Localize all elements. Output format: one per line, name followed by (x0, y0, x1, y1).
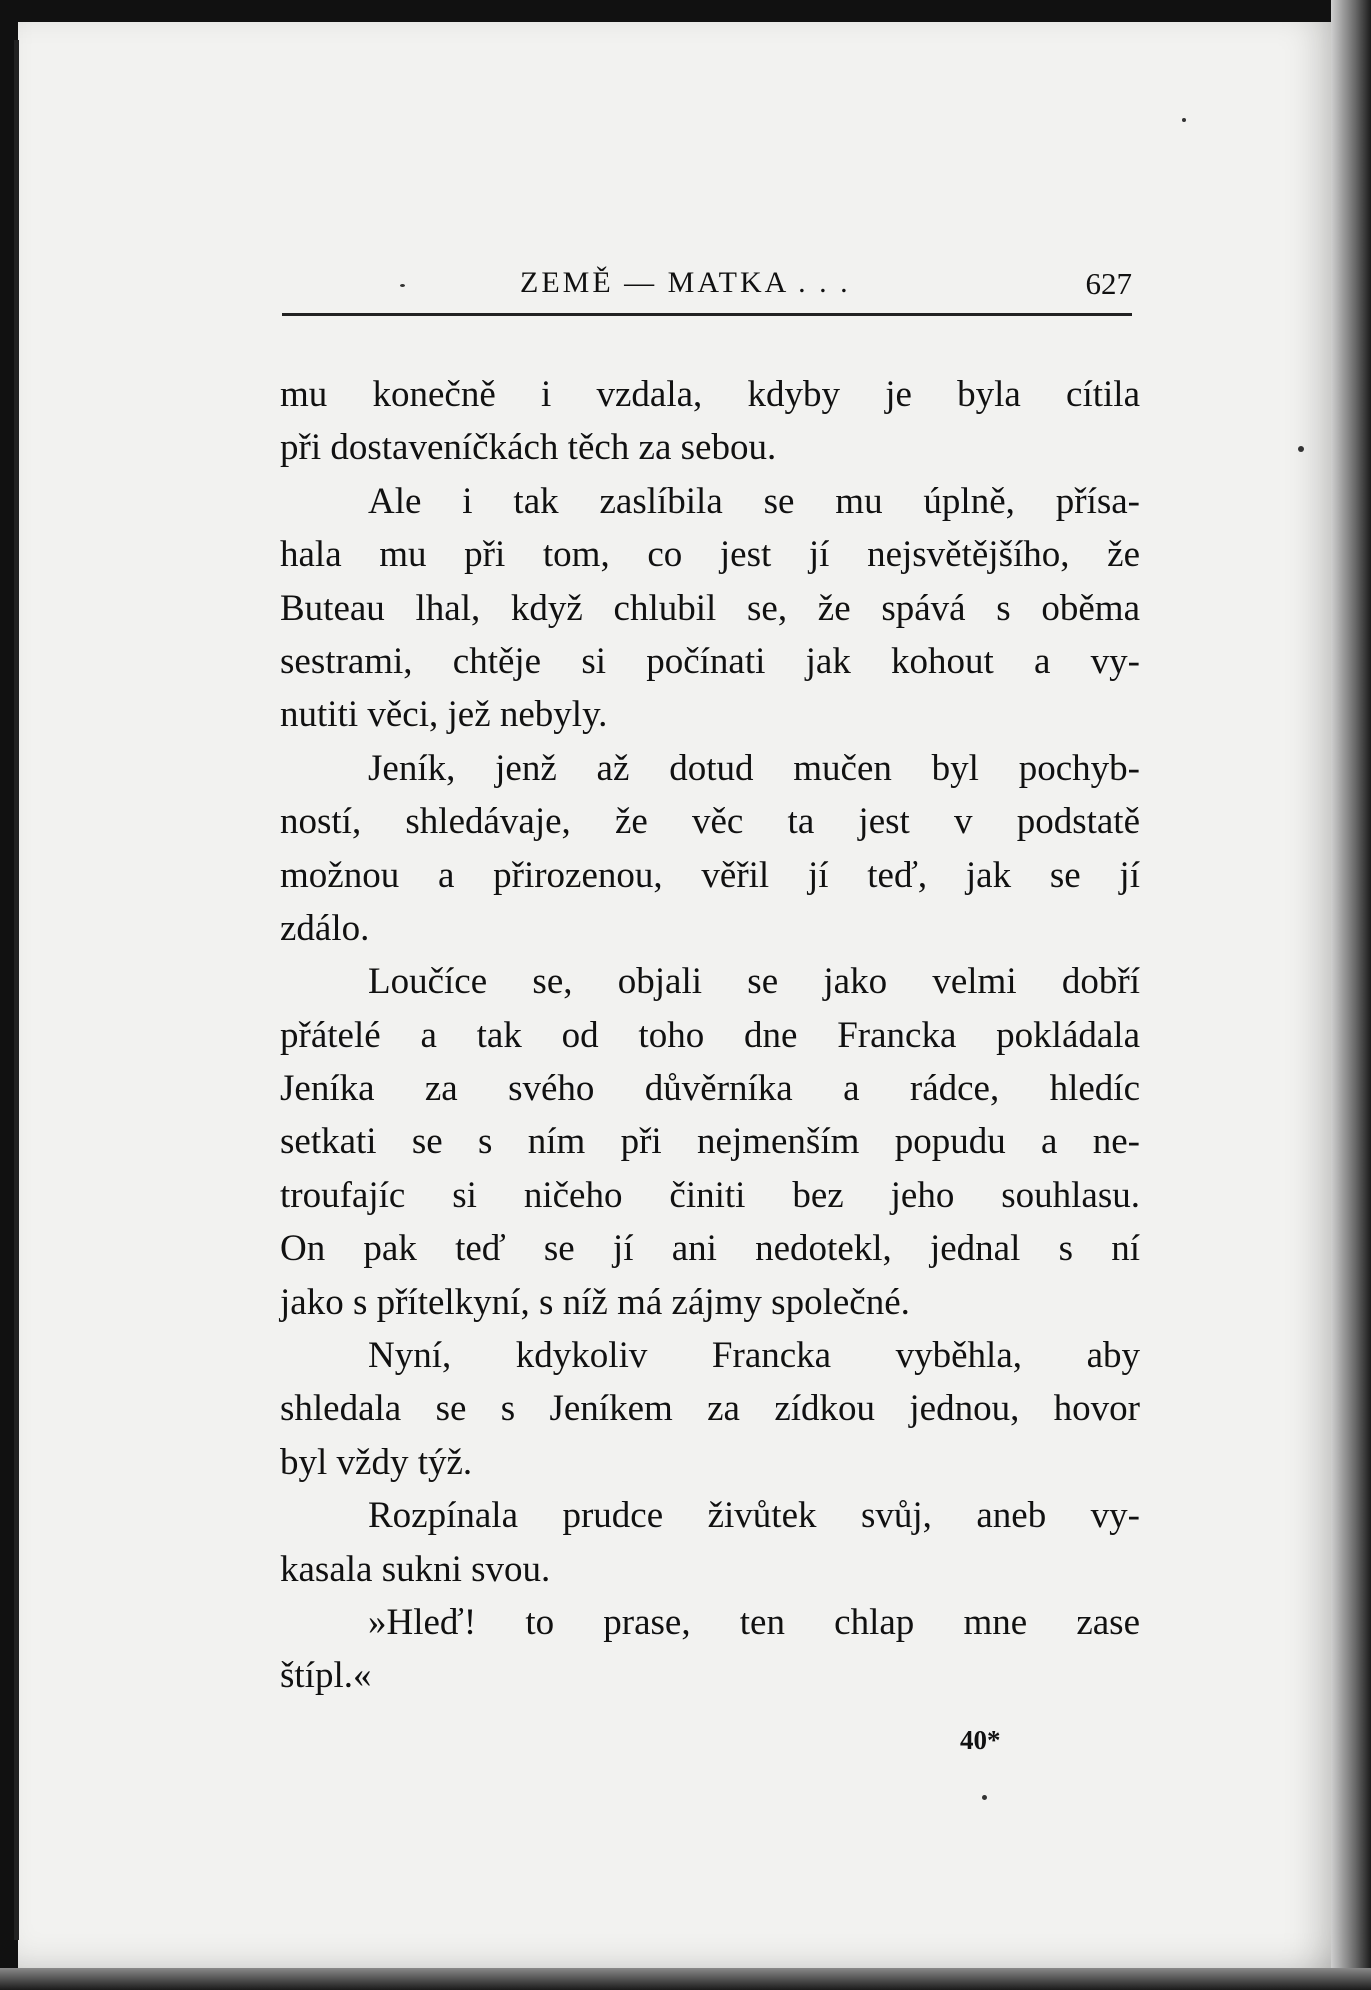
text-line: byl vždy týž. (280, 1441, 473, 1483)
text-line: jako s přítelkyní, s níž má zájmy společné. (280, 1281, 910, 1323)
paper-speck (400, 284, 405, 287)
text-line: »Hleď! to prase, ten chlap mne zase (368, 1601, 1140, 1643)
text-line: Loučíce se, objali se jako velmi dobří (368, 961, 1140, 1003)
binding-edge (14, 40, 19, 1940)
body-text (280, 368, 1140, 1703)
text-line: mu konečně i vzdala, kdyby je byla cítila (280, 374, 1140, 415)
page-edge-bottom (0, 1968, 1371, 1990)
text-line: hala mu při tom, co jest jí nejsvětějšího, že (280, 534, 1140, 576)
header-rule (282, 313, 1132, 316)
text-line: Buteau lhal, když chlubil se, že spává s oběma (280, 587, 1140, 629)
paper-speck (982, 1795, 987, 1800)
text-line: Nyní, kdykoliv Francka vyběhla, aby (368, 1335, 1140, 1377)
text-line: troufajíc si ničeho činiti bez jeho souhlasu. (280, 1174, 1140, 1216)
text-line: Jeníka za svého důvěrníka a rádce, hledíc (280, 1068, 1140, 1110)
text-line: sestrami, chtěje si počínati jak kohout a vy- (280, 640, 1140, 682)
text-line: Rozpínala prudce živůtek svůj, aneb vy- (368, 1495, 1140, 1537)
text-line: přátelé a tak od toho dne Francka pokládala (280, 1014, 1140, 1056)
text-line: štípl.« (280, 1655, 372, 1697)
text-line: On pak teď se jí ani nedotekl, jednal s ní (280, 1228, 1140, 1270)
text-line: možnou a přirozenou, věřil jí teď, jak se jí (280, 854, 1140, 896)
text-line: Ale i tak zaslíbila se mu úplně, přísa- (368, 480, 1140, 522)
page-header (280, 262, 1132, 310)
running-title: ZEMĚ — MATKA . . . (520, 266, 851, 299)
text-line: shledala se s Jeníkem za zídkou jednou, hovor (280, 1388, 1140, 1430)
page-number: 627 (1085, 266, 1132, 301)
text-line: kasala sukni svou. (280, 1548, 551, 1590)
printer-signature: 40* (960, 1725, 1001, 1755)
paper-speck (1298, 446, 1304, 452)
text-line: setkati se s ním při nejmenším popudu a ne- (280, 1121, 1140, 1163)
text-line: Jeník, jenž až dotud mučen byl pochyb- (368, 747, 1140, 789)
text-line: ností, shledávaje, že věc ta jest v podstatě (280, 801, 1140, 843)
text-line: nutiti věci, jež nebyly. (280, 694, 608, 736)
text-line: při dostaveníčkách těch za sebou. (280, 427, 777, 469)
paper-speck (1182, 118, 1186, 122)
page-edge-right (1331, 0, 1371, 1990)
text-line: zdálo. (280, 907, 370, 949)
